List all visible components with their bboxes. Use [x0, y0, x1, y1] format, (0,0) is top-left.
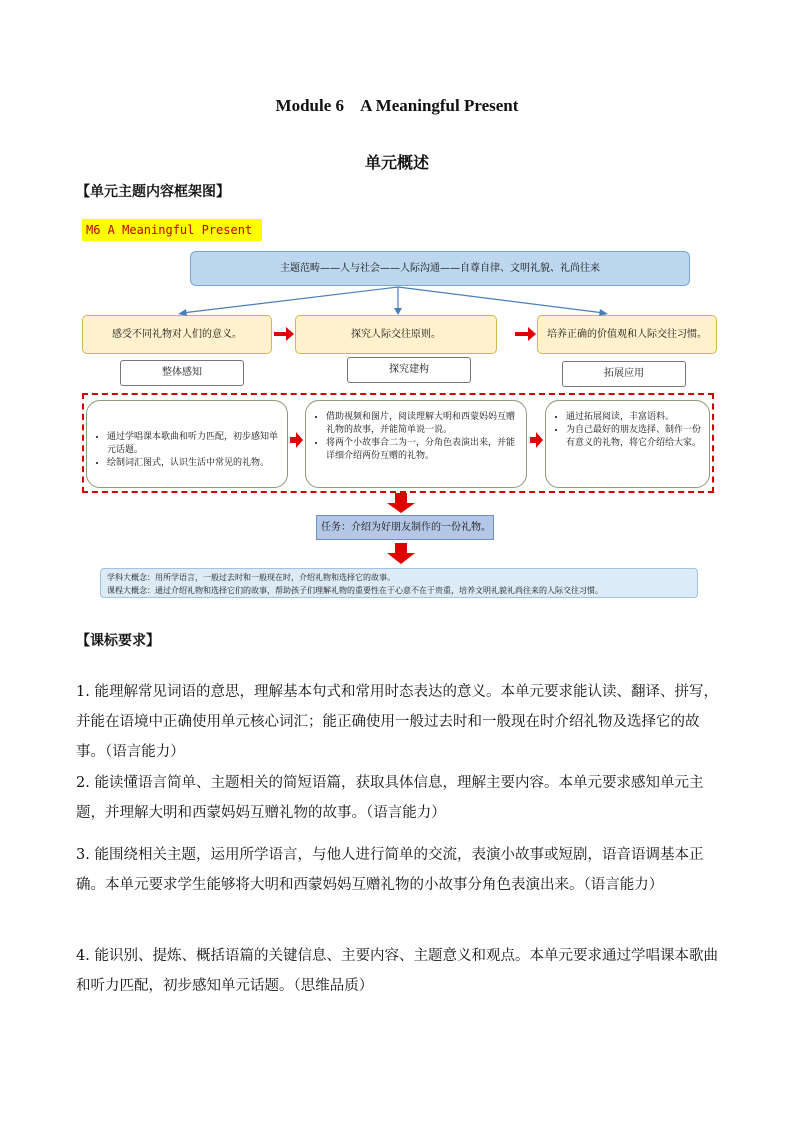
requirement-2: 2. 能读懂语言简单、主题相关的简短语篇，获取具体信息，理解主要内容。本单元要求感知单元主题，并理解大明和西蒙妈妈互赠礼物的故事。（语言能力） — [76, 775, 704, 821]
activity-item: • 通过学唱课本歌曲和听力匹配，初步感知单元话题。 — [107, 431, 279, 457]
activity-box-3 — [545, 400, 710, 488]
activity-item: • 将两个小故事合二为一，分角色表演出来，并能详细介绍两份互赠的礼物。 — [326, 437, 518, 463]
task-box: 任务：介绍为好朋友制作的一份礼物。 — [316, 515, 494, 540]
subject-concept: 学科大概念：用所学语言，一般过去时和一般现在时，介绍礼物和选择它的故事。 — [107, 573, 395, 582]
stage-box-2: 探究建构 — [347, 357, 471, 383]
requirement-3: 3. 能围绕相关主题，运用所学语言，与他人进行简单的交流，表演小故事或短剧，语音语调基本正确。本单元要求学生能够将大明和西蒙妈妈互赠礼物的小故事分角色表演出来。（语言能力） — [76, 847, 704, 893]
activity-box-2 — [305, 400, 527, 488]
goal-box-1: 感受不同礼物对人们的意义。 — [82, 315, 272, 354]
activity-item: • 绘制词汇图式，认识生活中常见的礼物。 — [107, 457, 279, 470]
activity-item: • 通过拓展阅读，丰富语料。 — [566, 411, 701, 424]
section-heading-requirements: 【课标要求】 — [76, 633, 160, 649]
stage-box-3: 拓展应用 — [562, 361, 686, 387]
topic-arrows — [182, 287, 604, 313]
page-subtitle: 单元概述 — [364, 153, 429, 172]
section-heading-framework: 【单元主题内容框架图】 — [76, 184, 230, 200]
unit-label: M6 A Meaningful Present — [82, 219, 262, 241]
stage-box-1: 整体感知 — [120, 360, 244, 386]
requirement-1: 1. 能理解常见词语的意思，理解基本句式和常用时态表达的意义。本单元要求能认读、翻译、拼写，并能在语境中正确使用单元核心词汇；能正确使用一般过去时和一般现在时介绍礼物及选择它的故事。（语言能力） — [76, 684, 718, 760]
page-title: Module 6 A Meaningful Present — [275, 96, 519, 115]
requirement-4: 4. 能识别、提炼、概括语篇的关键信息、主要内容、主题意义和观点。本单元要求通过学唱课本歌曲和听力匹配，初步感知单元话题。（思维品质） — [76, 948, 718, 994]
topic-box: 主题范畴——人与社会——人际沟通——自尊自律、文明礼貌、礼尚往来 — [190, 251, 690, 286]
course-concept: 课程大概念：通过介绍礼物和选择它们的故事，帮助孩子们理解礼物的重要性在于心意不在于贵重，培养文明礼貌礼尚往来的人际交往习惯。 — [107, 586, 603, 595]
activity-box-1 — [86, 400, 288, 488]
activity-item: • 为自己最好的朋友选择、制作一份有意义的礼物，将它介绍给大家。 — [566, 424, 701, 450]
activity-item: • 借助视频和图片，阅读理解大明和西蒙妈妈互赠礼物的故事，并能简单说一说。 — [326, 411, 518, 437]
goal-box-3: 培养正确的价值观和人际交往习惯。 — [537, 315, 717, 354]
goal-box-2: 探究人际交往原则。 — [295, 315, 497, 354]
concepts-box — [100, 568, 698, 598]
